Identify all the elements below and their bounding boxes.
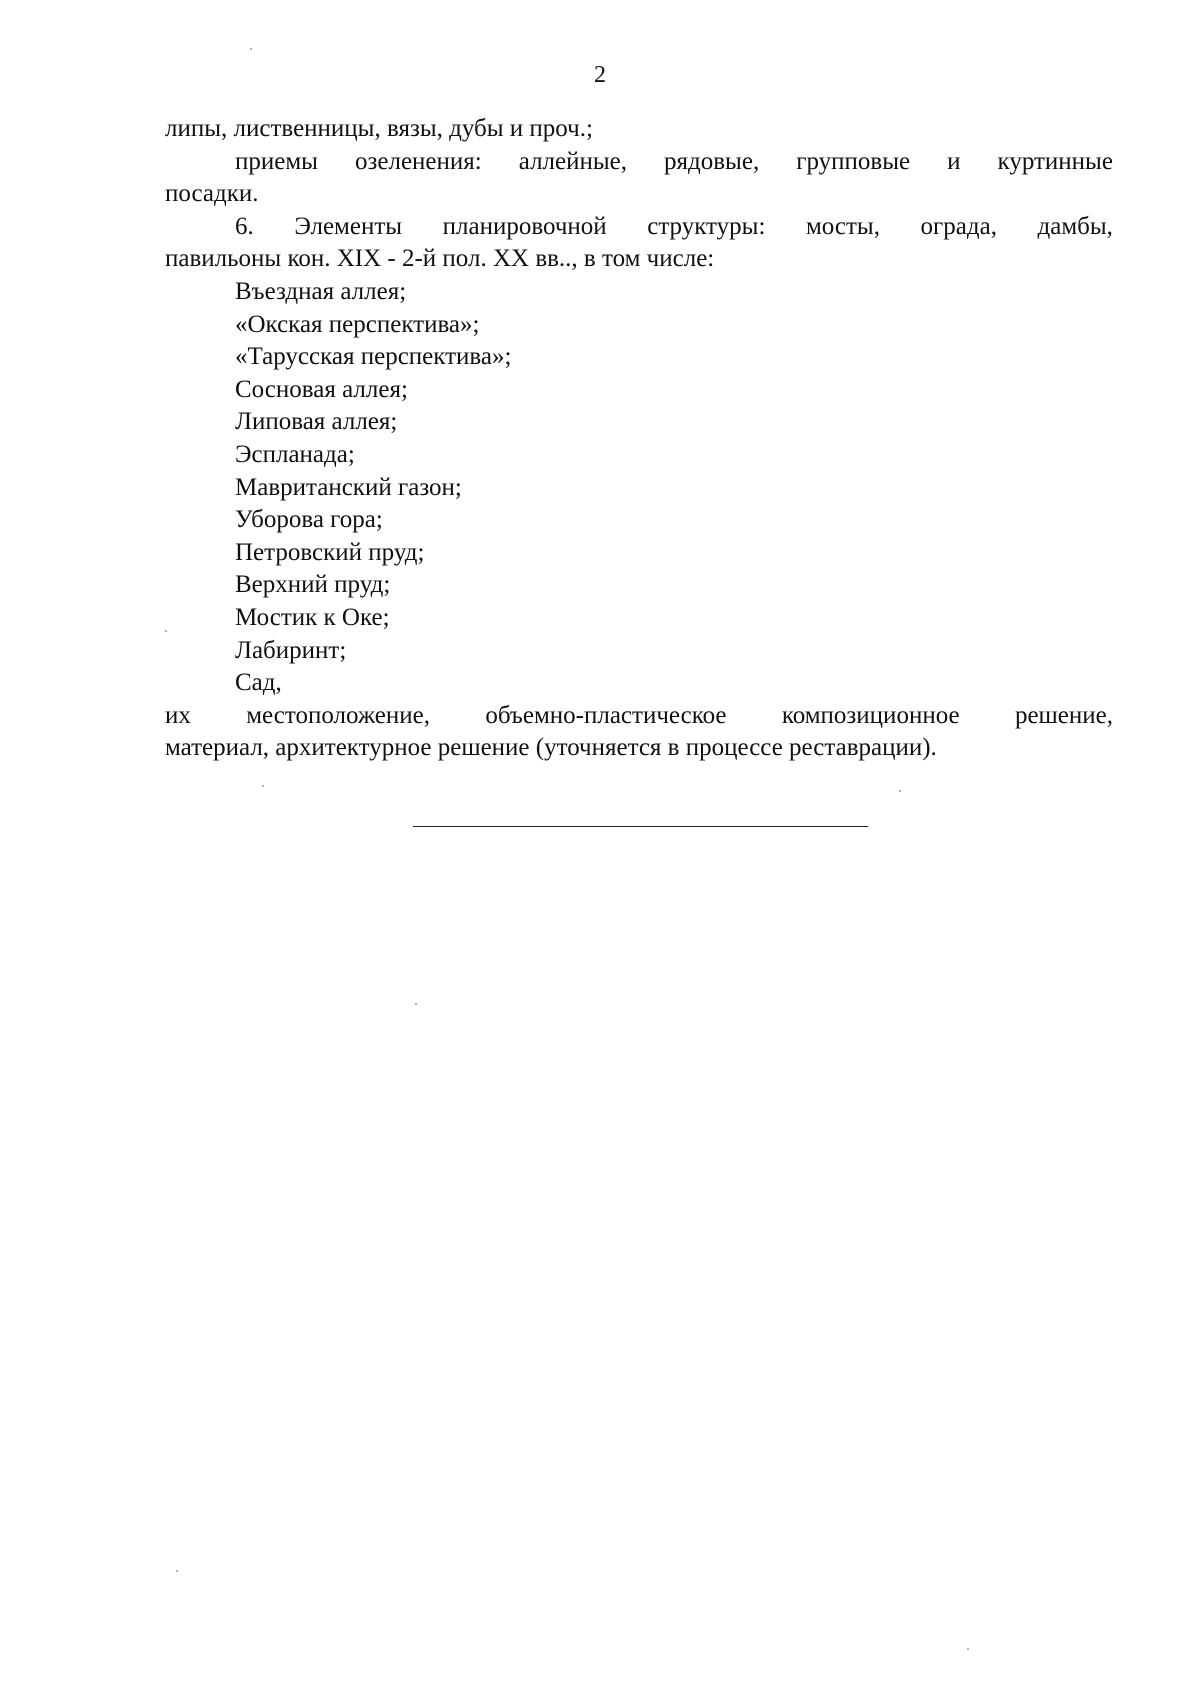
scan-speck bbox=[967, 1648, 969, 1650]
document-body bbox=[165, 113, 1113, 765]
list-item: «Тарусская перспектива»; bbox=[235, 343, 512, 371]
word: куртинные bbox=[997, 147, 1113, 175]
list-item: Лабиринт; bbox=[235, 636, 347, 664]
word: приемы bbox=[235, 147, 318, 175]
list-item: Верхний пруд; bbox=[235, 571, 391, 599]
word: их bbox=[165, 701, 191, 729]
paragraph-planting-methods bbox=[165, 146, 1113, 179]
list-item: Мавританский газон; bbox=[235, 473, 462, 501]
list-item: Мостик к Оке; bbox=[235, 603, 390, 631]
word: групповые bbox=[796, 147, 911, 175]
list-item: Сад, bbox=[235, 669, 282, 697]
word: композиционное bbox=[781, 701, 960, 729]
word: местоположение, bbox=[246, 701, 430, 729]
list-item: «Окская перспектива»; bbox=[235, 310, 480, 338]
scan-speck bbox=[176, 1570, 178, 1572]
word: ограда, bbox=[920, 212, 997, 240]
page-number: 2 bbox=[594, 62, 606, 88]
paragraph-item-6 bbox=[165, 211, 1113, 244]
word: структуры: bbox=[647, 212, 766, 240]
paragraph-species-tail: липы, лиственницы, вязы, дубы и проч.; bbox=[165, 115, 593, 142]
elements-list bbox=[165, 276, 1113, 700]
word: мосты, bbox=[805, 212, 880, 240]
paragraph-item-6-tail: павильоны кон. XIX - 2-й пол. XX вв.., в том числе: bbox=[165, 245, 715, 273]
list-item: Уборова гора; bbox=[235, 506, 383, 534]
word: объемно-пластическое bbox=[485, 701, 727, 729]
list-item: Липовая аллея; bbox=[235, 408, 398, 436]
word: планировочной bbox=[442, 212, 607, 240]
list-item: Въездная аллея; bbox=[235, 277, 407, 305]
word: и bbox=[947, 147, 961, 175]
list-item: Эспланада; bbox=[235, 440, 355, 468]
word: аллейные, bbox=[518, 147, 628, 175]
list-item: Петровский пруд; bbox=[235, 538, 425, 566]
word: 6. bbox=[235, 212, 254, 240]
word: дамбы, bbox=[1037, 212, 1113, 240]
word: рядовые, bbox=[664, 147, 760, 175]
scan-speck bbox=[165, 630, 167, 632]
list-item: Сосновая аллея; bbox=[235, 375, 408, 403]
word: решение, bbox=[1014, 701, 1113, 729]
paragraph-closing-tail: материал, архитектурное решение (уточняется в процессе реставрации). bbox=[165, 734, 937, 762]
paragraph-planting-methods-tail: посадки. bbox=[165, 180, 259, 208]
paragraph-closing bbox=[165, 700, 1113, 733]
scan-speck bbox=[899, 790, 901, 792]
scan-speck bbox=[250, 48, 252, 50]
word: озеленения: bbox=[355, 147, 482, 175]
scan-speck bbox=[262, 785, 264, 787]
end-separator-line bbox=[413, 826, 868, 827]
word: Элементы bbox=[294, 212, 403, 240]
scan-speck bbox=[415, 1003, 417, 1005]
